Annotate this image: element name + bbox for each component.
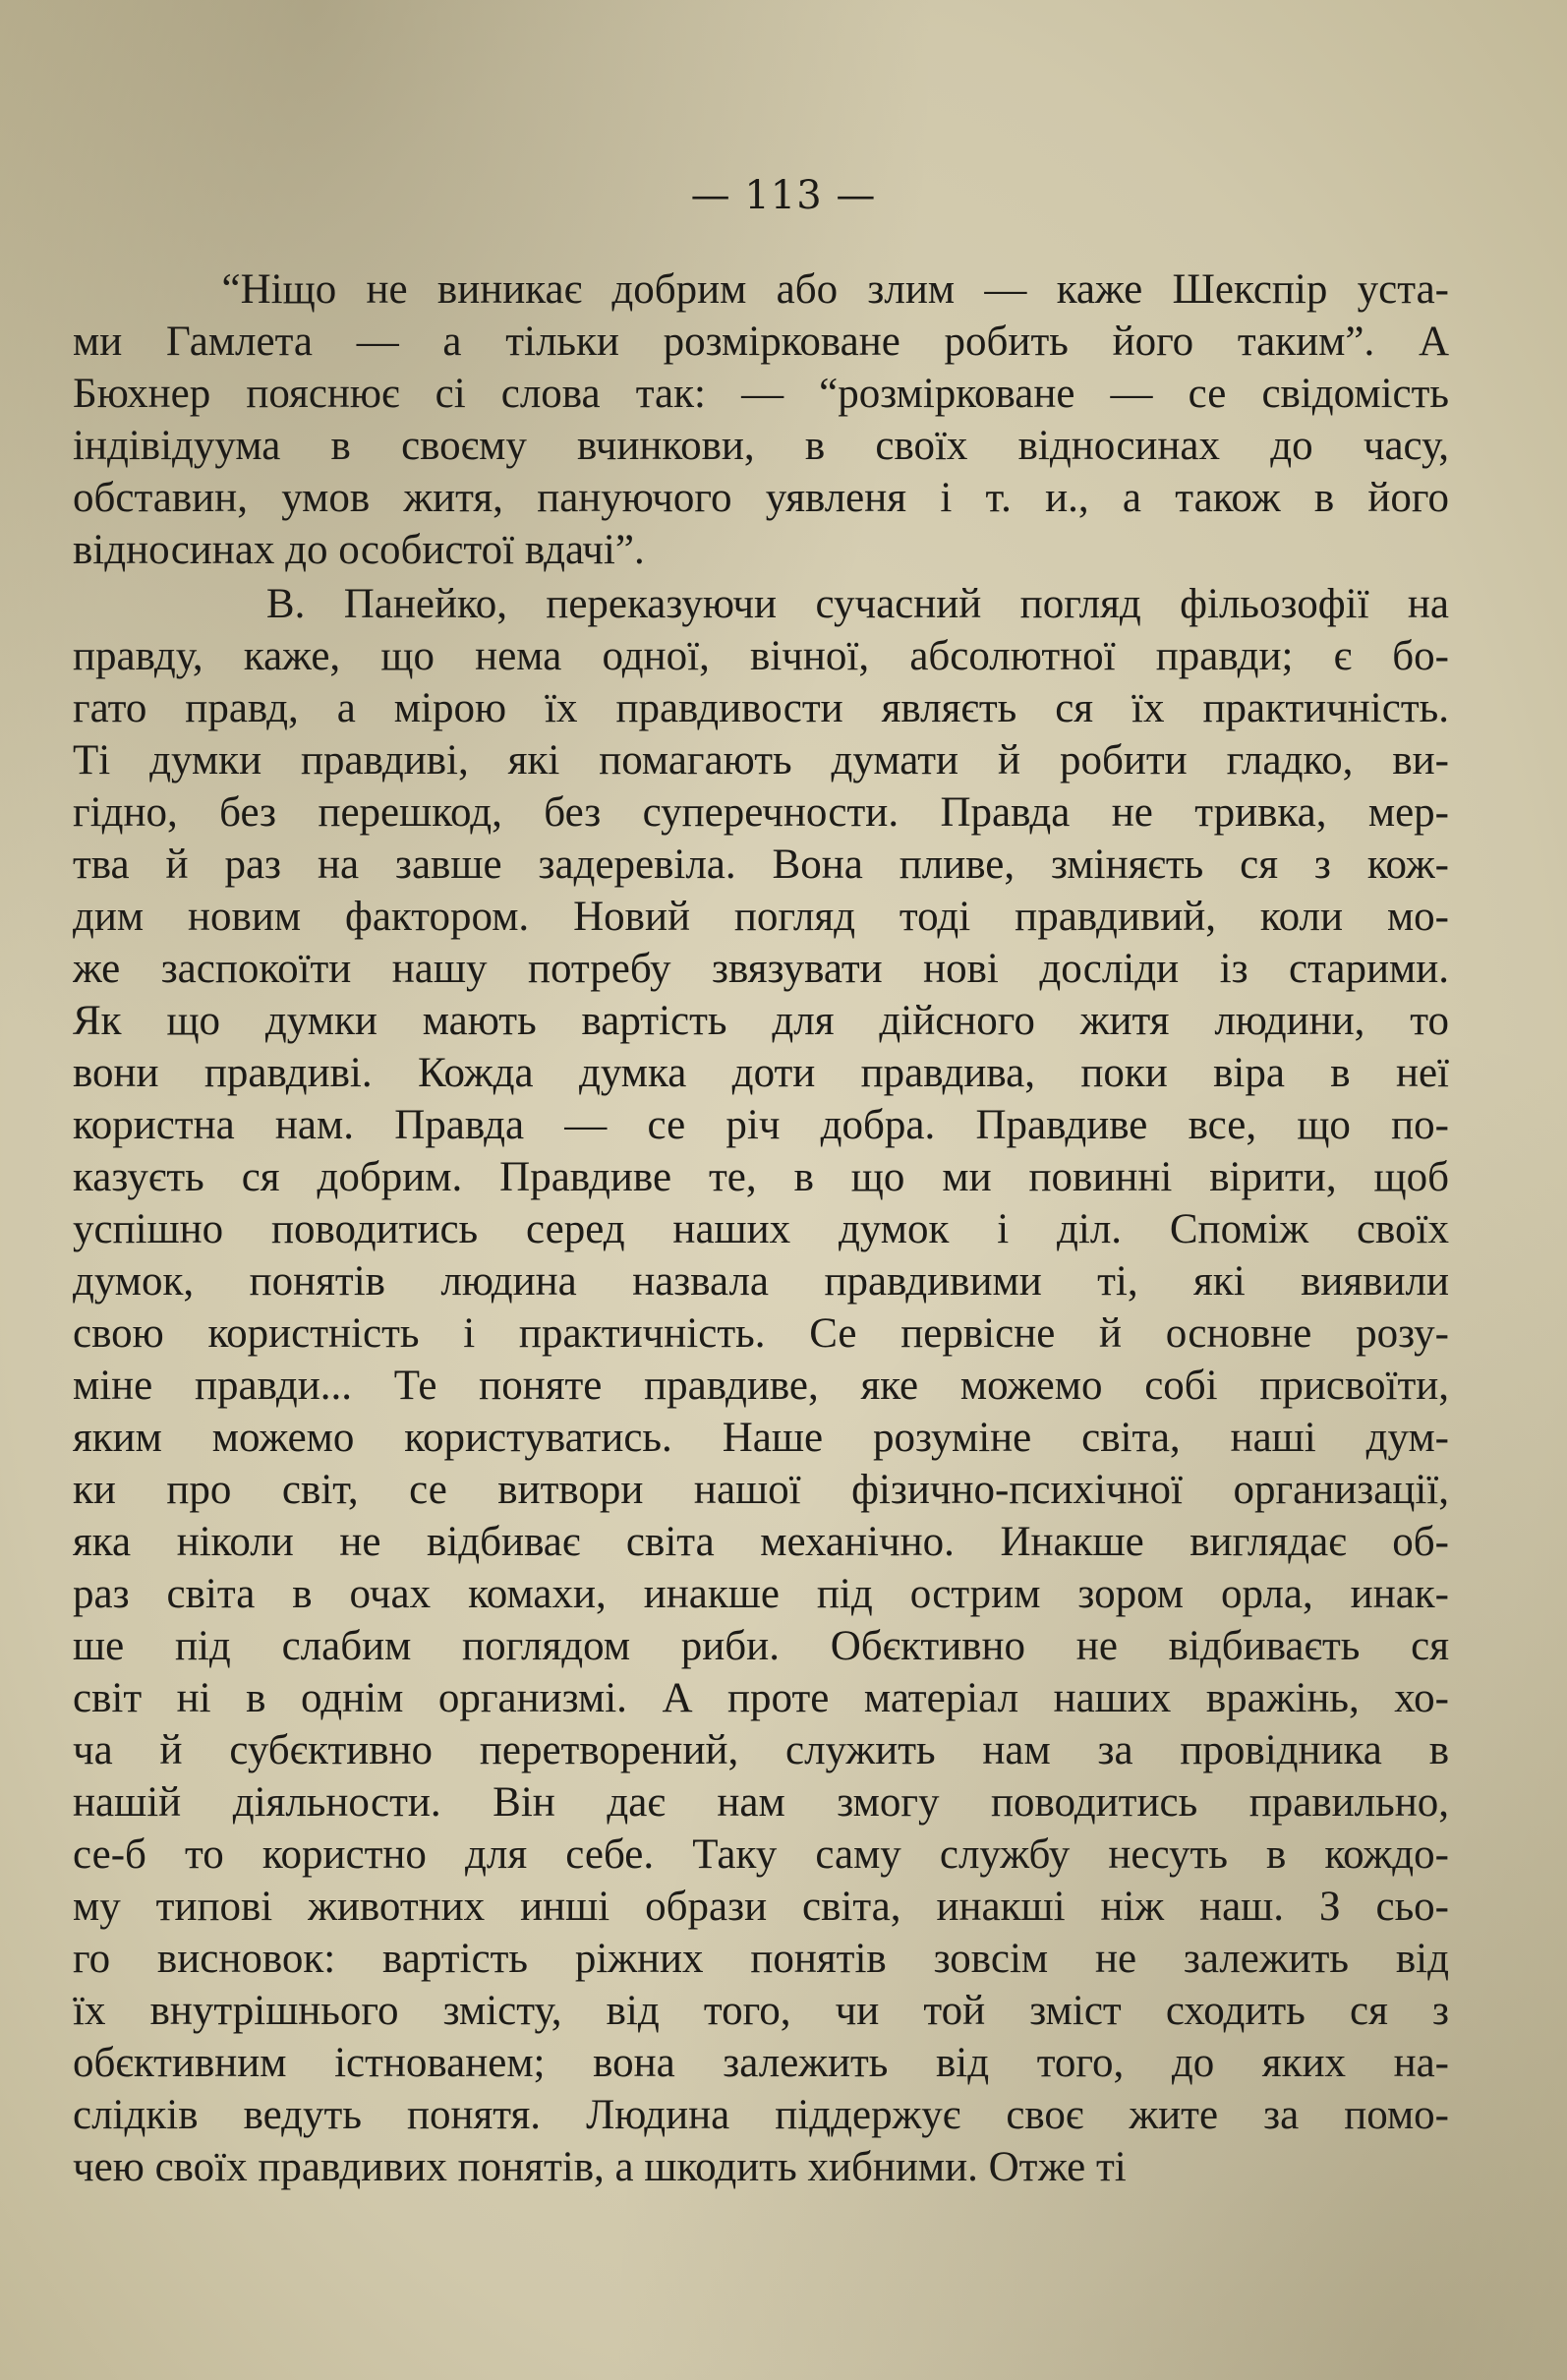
text-line: слідків ведуть понятя. Людина піддержує своє жите за помо- bbox=[73, 2092, 1449, 2138]
text-line: яка ніколи не відбиває світа механічно. Инакше виглядає об- bbox=[73, 1519, 1449, 1565]
text-line: нашій діяльности. Він дає нам змогу поводитись правильно, bbox=[73, 1779, 1449, 1826]
text-line: міне правди... Те поняте правдиве, яке можемо собі присвоїти, bbox=[73, 1363, 1449, 1409]
text-line: вони правдиві. Кожда думка доти правдива, поки віра в неї bbox=[73, 1050, 1449, 1096]
text-line: обєктивним істнованем; вона залежить від того, до яких на- bbox=[73, 2040, 1449, 2086]
text-line: ча й субєктивно перетворений, служить нам за провідника в bbox=[73, 1727, 1449, 1773]
text-line: ки про світ, се витвори нашої фізично-психічної организації, bbox=[73, 1467, 1449, 1513]
text-line: му типові животних инші образи світа, инакші ніж наш. З сьо- bbox=[73, 1884, 1449, 1930]
text-line: їх внутрішнього змісту, від того, чи той зміст сходить ся з bbox=[73, 1988, 1449, 2034]
text-line: відносинах до особистої вдачі”. bbox=[73, 527, 645, 573]
body-text bbox=[73, 263, 1449, 2193]
text-line: обставин, умов житя, пануючого уявленя і т. и., а також в його bbox=[73, 475, 1449, 521]
text-line: ми Гамлета — а тільки розмірковане робить його таким”. А bbox=[73, 319, 1449, 365]
text-line: “Ніщо не виникає добрим або злим — каже Шекспір уста- bbox=[73, 266, 1449, 313]
text-line: гідно, без перешкод, без суперечности. Правда не тривка, мер- bbox=[73, 789, 1449, 836]
text-line: правду, каже, що нема одної, вічної, абсолютної правди; є бо- bbox=[73, 633, 1449, 679]
text-line: го висновок: вартість ріжних понятів зовсім не залежить від bbox=[73, 1936, 1449, 1982]
text-line: Ті думки правдиві, які помагають думати й робити гладко, ви- bbox=[73, 737, 1449, 784]
text-line: се-б то користно для себе. Таку саму службу несуть в кождо- bbox=[73, 1831, 1449, 1878]
text-line: думок, понятів людина назвала правдивими ті, які виявили bbox=[73, 1258, 1449, 1305]
text-line: успішно поводитись серед наших думок і діл. Споміж своїх bbox=[73, 1206, 1449, 1252]
text-line: дим новим фактором. Новий погляд тоді правдивий, коли мо- bbox=[73, 894, 1449, 940]
text-line: користна нам. Правда — се річ добра. Правдиве все, що по- bbox=[73, 1102, 1449, 1148]
paragraph-2 bbox=[73, 578, 1449, 2193]
page-number: — 113 — bbox=[690, 173, 877, 218]
text-line: казуєть ся добрим. Правдиве те, в що ми повинні вірити, щоб bbox=[73, 1154, 1449, 1200]
text-line: В. Панейко, переказуючи сучасний погляд фільозофії на bbox=[73, 581, 1449, 627]
text-line: індівідуума в своєму вчинкови, в своїх відносинах до часу, bbox=[73, 423, 1449, 469]
text-line: гато правд, а мірою їх правдивости являєть ся їх практичність. bbox=[73, 685, 1449, 731]
text-line: світ ні в однім организмі. А проте матеріал наших вражінь, хо- bbox=[73, 1675, 1449, 1721]
text-line: тва й раз на завше задеревіла. Вона пливе, зміняєть ся з кож- bbox=[73, 842, 1449, 888]
text-line: Як що думки мають вартість для дійсного житя людини, то bbox=[73, 998, 1449, 1044]
text-line: свою користність і практичність. Се первісне й основне розу- bbox=[73, 1310, 1449, 1357]
text-line: раз світа в очах комахи, инакше під острим зором орла, инак- bbox=[73, 1571, 1449, 1617]
paragraph-1 bbox=[73, 263, 1449, 576]
text-line: Бюхнер пояснює сі слова так: — “розмірковане — се свідомість bbox=[73, 371, 1449, 417]
text-line: ше під слабим поглядом риби. Обєктивно не відбиваєть ся bbox=[73, 1623, 1449, 1669]
text-line: яким можемо користуватись. Наше розуміне світа, наші дум- bbox=[73, 1415, 1449, 1461]
text-line: чею своїх правдивих понятів, а шкодить хибними. Отже ті bbox=[73, 2144, 1127, 2190]
text-line: же заспокоїти нашу потребу звязувати нові досліди із старими. bbox=[73, 946, 1449, 992]
